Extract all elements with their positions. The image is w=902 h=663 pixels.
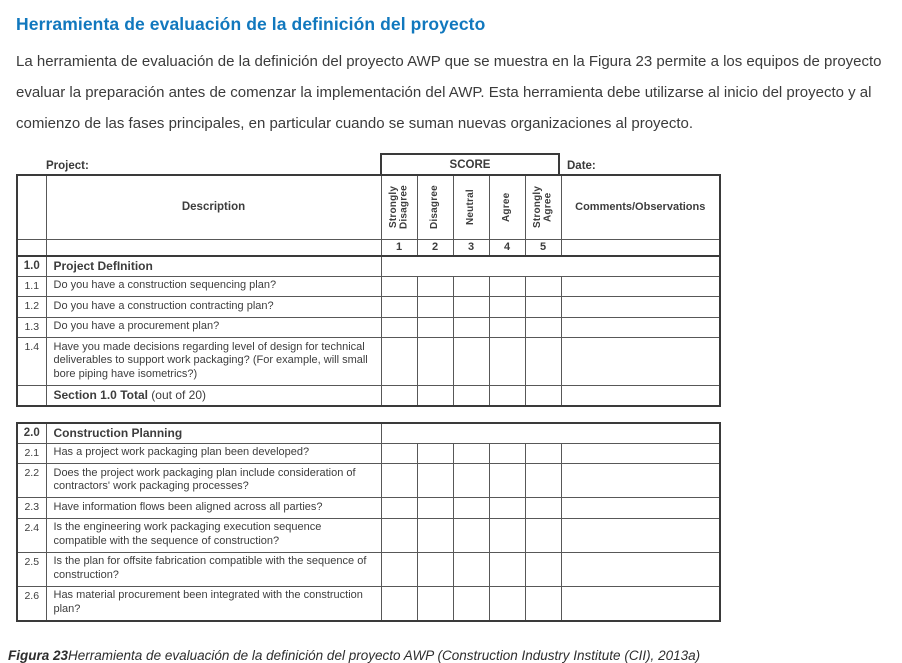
score-cell bbox=[525, 276, 561, 297]
score-cell bbox=[453, 297, 489, 318]
score-cell bbox=[489, 464, 525, 498]
question-row bbox=[17, 276, 720, 297]
score-cell bbox=[381, 338, 417, 386]
score-cell bbox=[381, 317, 417, 338]
question-number: 2.3 bbox=[17, 498, 46, 519]
score-header-strongly-disagree: Strongly Disagree bbox=[381, 175, 417, 239]
comments-cell bbox=[561, 464, 720, 498]
score-cell bbox=[381, 297, 417, 318]
score-cell bbox=[453, 586, 489, 621]
question-number: 2.4 bbox=[17, 518, 46, 552]
score-cell bbox=[453, 276, 489, 297]
score-cell bbox=[381, 518, 417, 552]
question-number: 2.1 bbox=[17, 443, 46, 464]
score-cell bbox=[453, 552, 489, 586]
score-cell bbox=[453, 464, 489, 498]
score-cell bbox=[525, 464, 561, 498]
comments-cell bbox=[561, 338, 720, 386]
section-total-row bbox=[17, 385, 720, 406]
score-group-label: SCORE bbox=[380, 153, 560, 174]
question-text: Is the plan for offsite fabrication compatible with the sequence of construction? bbox=[46, 552, 381, 586]
question-text: Has a project work packaging plan been developed? bbox=[46, 443, 381, 464]
score-cell bbox=[417, 518, 453, 552]
score-cell bbox=[489, 385, 525, 406]
question-row bbox=[17, 464, 720, 498]
score-cell bbox=[525, 317, 561, 338]
intro-paragraph: La herramienta de evaluación de la definición del proyecto AWP que se muestra en la Figura 23 permite a los equipos de proyecto evaluar la preparación antes de comenzar la implementación del AWP. Esta herramienta debe utilizarse al inicio del proyecto y al comienzo de las fases principales, en particular cuando se suman nuevas organizaciones al proyecto. bbox=[16, 53, 882, 132]
score-value-5: 5 bbox=[525, 239, 561, 256]
comments-header: Comments/Observations bbox=[561, 175, 720, 239]
question-text: Do you have a construction sequencing plan? bbox=[46, 276, 381, 297]
comments-cell bbox=[561, 518, 720, 552]
score-cell bbox=[489, 498, 525, 519]
description-header: Description bbox=[46, 175, 381, 239]
score-cell bbox=[453, 443, 489, 464]
comments-cell bbox=[561, 297, 720, 318]
form-table-section-2 bbox=[16, 422, 721, 622]
score-cell bbox=[417, 552, 453, 586]
score-header-strongly-agree: Strongly Agree bbox=[525, 175, 561, 239]
score-cell bbox=[417, 443, 453, 464]
section-header-empty-cell bbox=[381, 423, 720, 443]
score-cell bbox=[417, 464, 453, 498]
score-header-disagree: Disagree bbox=[417, 175, 453, 239]
score-values-row bbox=[17, 239, 720, 256]
score-cell bbox=[381, 552, 417, 586]
question-row bbox=[17, 443, 720, 464]
score-cell bbox=[381, 443, 417, 464]
score-cell bbox=[381, 276, 417, 297]
column-header-row bbox=[17, 175, 720, 239]
score-cell bbox=[381, 464, 417, 498]
question-number: 1.4 bbox=[17, 338, 46, 386]
score-cell bbox=[525, 385, 561, 406]
comments-cell bbox=[561, 586, 720, 621]
section-title: Construction Planning bbox=[46, 423, 381, 443]
section-total-label: Section 1.0 Total (out of 20) bbox=[46, 385, 381, 406]
comments-cell bbox=[561, 385, 720, 406]
question-number: 2.6 bbox=[17, 586, 46, 621]
score-cell bbox=[453, 338, 489, 386]
comments-cell bbox=[561, 317, 720, 338]
section-gap bbox=[16, 407, 719, 422]
score-value-4: 4 bbox=[489, 239, 525, 256]
score-cell bbox=[489, 552, 525, 586]
score-cell bbox=[417, 297, 453, 318]
form-table-section-1 bbox=[16, 174, 721, 407]
awp-assessment-form-figure bbox=[16, 153, 719, 622]
score-cell bbox=[381, 385, 417, 406]
score-cell bbox=[453, 518, 489, 552]
score-cell bbox=[381, 586, 417, 621]
section-header-row bbox=[17, 423, 720, 443]
question-text: Do you have a construction contracting plan? bbox=[46, 297, 381, 318]
score-cell bbox=[489, 338, 525, 386]
score-cell bbox=[417, 586, 453, 621]
row-number-empty-cell bbox=[17, 385, 46, 406]
question-text: Has material procurement been integrated with the construction plan? bbox=[46, 586, 381, 621]
figure-caption bbox=[8, 648, 886, 663]
score-cell bbox=[489, 518, 525, 552]
page-title: Herramienta de evaluación de la definición del proyecto bbox=[16, 14, 486, 34]
question-number: 1.1 bbox=[17, 276, 46, 297]
score-cell bbox=[417, 276, 453, 297]
question-number: 2.2 bbox=[17, 464, 46, 498]
question-row bbox=[17, 317, 720, 338]
question-number: 2.5 bbox=[17, 552, 46, 586]
score-cell bbox=[489, 297, 525, 318]
question-row bbox=[17, 498, 720, 519]
row-number-header-cell bbox=[17, 175, 46, 239]
score-cell bbox=[453, 498, 489, 519]
section-header-row bbox=[17, 256, 720, 276]
question-row bbox=[17, 586, 720, 621]
score-cell bbox=[525, 552, 561, 586]
score-cell bbox=[525, 586, 561, 621]
project-label: Project: bbox=[46, 160, 89, 172]
score-cell bbox=[453, 317, 489, 338]
question-text: Have you made decisions regarding level of design for technical deliverables to support work packaging? (For example, will small bore piping have isometrics?) bbox=[46, 338, 381, 386]
score-cell bbox=[525, 498, 561, 519]
score-value-2: 2 bbox=[417, 239, 453, 256]
score-cell bbox=[489, 276, 525, 297]
score-cell bbox=[453, 385, 489, 406]
score-cell bbox=[489, 443, 525, 464]
score-value-3: 3 bbox=[453, 239, 489, 256]
figure-caption-label: Figura 23 bbox=[8, 647, 69, 663]
form-preheader bbox=[16, 153, 719, 174]
comments-cell bbox=[561, 498, 720, 519]
score-header-agree: Agree bbox=[489, 175, 525, 239]
comments-cell bbox=[561, 552, 720, 586]
question-row bbox=[17, 297, 720, 318]
question-row bbox=[17, 518, 720, 552]
figure-caption-text: Herramienta de evaluación de la definición del proyecto AWP (Construction Industry Institute (CII), 2013a) bbox=[68, 647, 701, 663]
question-row bbox=[17, 552, 720, 586]
comments-cell bbox=[561, 276, 720, 297]
score-cell bbox=[417, 317, 453, 338]
question-row bbox=[17, 338, 720, 386]
question-number: 1.2 bbox=[17, 297, 46, 318]
question-text: Do you have a procurement plan? bbox=[46, 317, 381, 338]
score-cell bbox=[525, 297, 561, 318]
question-text: Does the project work packaging plan include consideration of contractors' work packaging processes? bbox=[46, 464, 381, 498]
section-header-empty-cell bbox=[381, 256, 720, 276]
section-title: Project DefInition bbox=[46, 256, 381, 276]
section-number: 2.0 bbox=[17, 423, 46, 443]
question-text: Have information flows been aligned across all parties? bbox=[46, 498, 381, 519]
section-number: 1.0 bbox=[17, 256, 46, 276]
question-text: Is the engineering work packaging execution sequence compatible with the sequence of construction? bbox=[46, 518, 381, 552]
score-cell bbox=[417, 338, 453, 386]
score-cell bbox=[525, 443, 561, 464]
score-cell bbox=[489, 586, 525, 621]
score-cell bbox=[525, 518, 561, 552]
date-label: Date: bbox=[567, 160, 596, 172]
score-cell bbox=[417, 385, 453, 406]
score-value-1: 1 bbox=[381, 239, 417, 256]
score-header-neutral: Neutral bbox=[453, 175, 489, 239]
score-cell bbox=[417, 498, 453, 519]
comments-cell bbox=[561, 443, 720, 464]
score-cell bbox=[489, 317, 525, 338]
question-number: 1.3 bbox=[17, 317, 46, 338]
score-cell bbox=[525, 338, 561, 386]
score-cell bbox=[381, 498, 417, 519]
